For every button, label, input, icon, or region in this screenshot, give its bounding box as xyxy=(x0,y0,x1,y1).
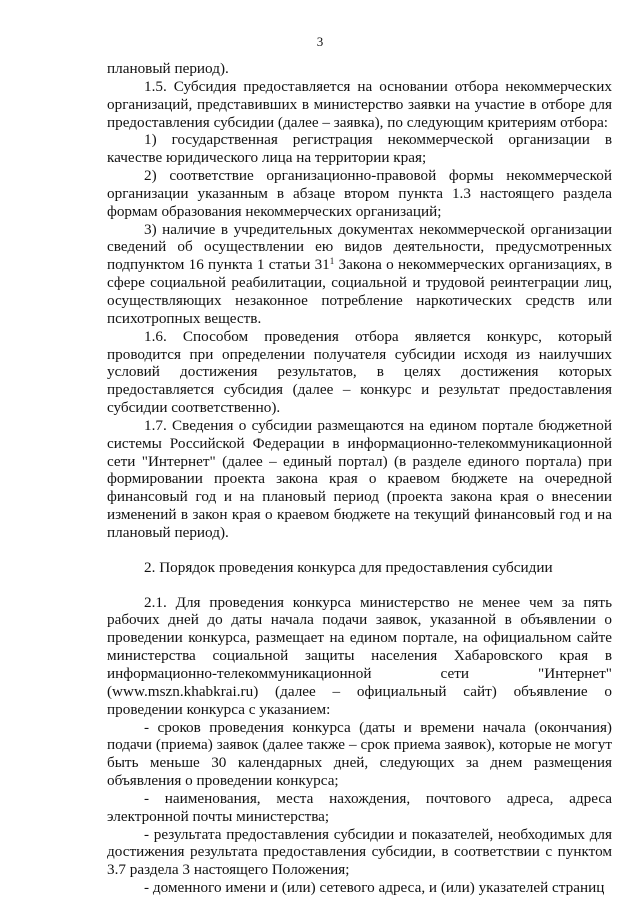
criterion-3-text-a: 3) наличие в учредительных документах некоммерческой организации сведений об осуществлении ею видов деятельности, предусмотренных подпунктом 16 пункта 1 статьи 31 xyxy=(107,220,612,274)
list-item-deadlines: - сроков проведения конкурса (даты и времени начала (окончания) подачи (приема) заявок (далее также – срок приема заявок), которые не могут быть меньше 30 календарных дней, следующих за днем размещения объявления о проведении конкурса; xyxy=(107,718,612,790)
page-number: 3 xyxy=(316,34,324,49)
paragraph-1-5: 1.5. Субсидия предоставляется на основании отбора некоммерческих организаций, представивших в министерство заявки на участие в отборе для предоставления субсидии (далее – заявка), по следующим критериям отбора: xyxy=(107,77,612,131)
list-item-ministry-contacts: - наименования, места нахождения, почтового адреса, адреса электронной почты министерства; xyxy=(107,789,612,825)
criterion-2: 2) соответствие организационно-правовой формы некоммерческой организации указанным в абзаце втором пункта 1.3 настоящего раздела формам образования некоммерческих организаций; xyxy=(107,167,612,220)
criterion-1: 1) государственная регистрация некоммерческой организации в качестве юридического лица на территории края; xyxy=(107,131,612,167)
paragraph-2-1: 2.1. Для проведения конкурса министерство не менее чем за пять рабочих дней до даты начала подачи заявок, указанной в объявлении о проведении конкурса, размещает на едином портале, на официальном сайте министерства социальной защиты населения Хабаровского края в информационно-телекоммуникационной сети "Интернет" (www.mszn.khabkrai.ru) (далее – официальный сайт) объявление о проведении конкурса с указанием: xyxy=(107,593,612,718)
list-item-domain: - доменного имени и (или) сетевого адреса, и (или) указателей страниц xyxy=(144,879,605,897)
paragraph-1-7: 1.7. Сведения о субсидии размещаются на едином портале бюджетной системы Российской Федерации в информационно-телекоммуникационной сети "Интернет" (далее – единый портал) (в разделе единого портала) при формировании проекта закона края о краевом бюджете на очередной финансовый год и на плановый период (проекта закона края о внесении изменений в закон края о краевом бюджете на текущий финансовый год и на плановый период). xyxy=(107,416,612,541)
criterion-3 xyxy=(107,221,612,328)
section-2-heading: 2. Порядок проведения конкурса для предоставления субсидии xyxy=(144,558,553,576)
paragraph-1-6: 1.6. Способом проведения отбора является конкурс, который проводится при определении получателя субсидии исходя из наилучших условий достижения результатов, в целях достижения которых предоставляется субсидия (далее – конкурс и результат предоставления субсидии соответственно). xyxy=(107,327,612,417)
list-item-results: - результата предоставления субсидии и показателей, необходимых для достижения результата предоставления субсидии, в соответствии с пунктом 3.7 раздела 3 настоящего Положения; xyxy=(107,825,612,879)
criterion-3-superscript: 1 xyxy=(329,256,335,267)
paragraph-continuation: плановый период). xyxy=(107,60,229,77)
document-body xyxy=(107,60,612,897)
criterion-3-text-b: Закона о некоммерческих организациях, в сфере социальной реабилитации, социальной и трудовой реинтеграции лиц, осуществляющих незаконное потребление наркотических средств или психотропных веществ. xyxy=(107,256,612,327)
